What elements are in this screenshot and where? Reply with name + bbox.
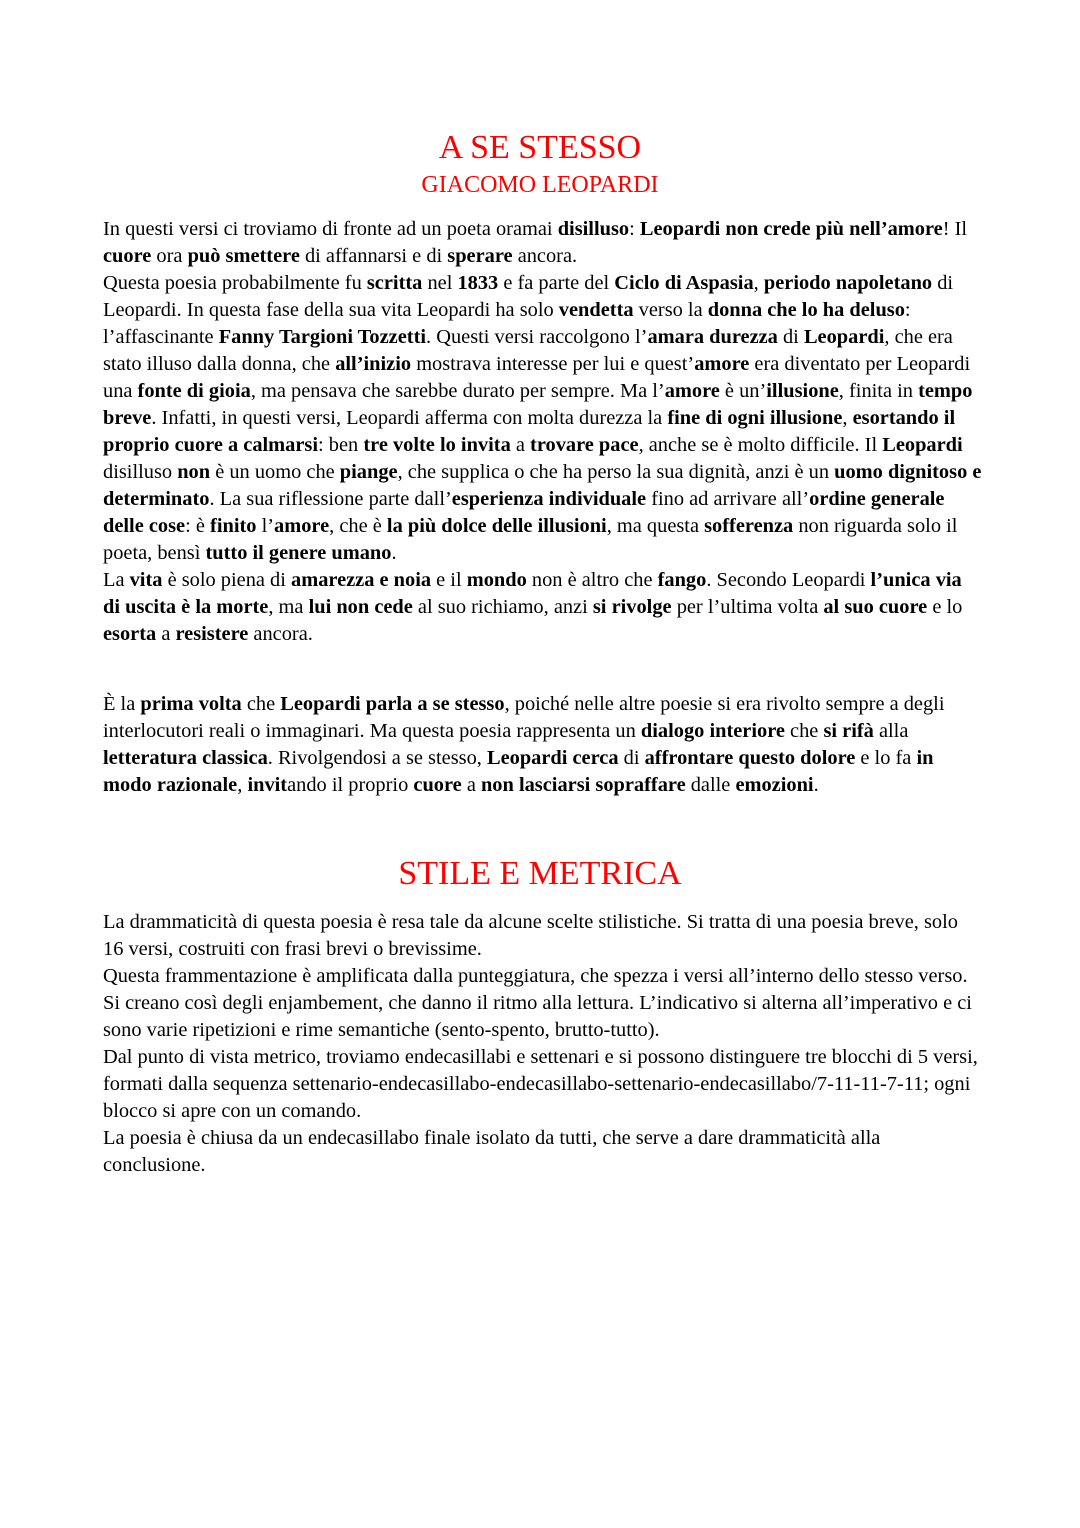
text-run: era diventato per Leopardi una bbox=[103, 353, 971, 402]
bold-text: all’inizio bbox=[335, 353, 412, 375]
text-run: non è altro che bbox=[526, 569, 658, 591]
text-run: , che è bbox=[329, 515, 387, 537]
text-run: , che era stato illuso dalla donna, che bbox=[103, 326, 953, 375]
text-run: al suo richiamo, anzi bbox=[412, 596, 593, 618]
bold-text: lui non cede bbox=[308, 596, 413, 618]
bold-text: fango bbox=[657, 569, 707, 591]
text-run: è un’ bbox=[719, 380, 767, 402]
dialog-section bbox=[103, 691, 983, 799]
bold-text: sofferenza bbox=[704, 515, 794, 537]
text-run: è un uomo che bbox=[210, 461, 340, 483]
text-run: verso la bbox=[633, 299, 708, 321]
bold-text: tempo breve bbox=[103, 380, 973, 429]
text-run: e lo fa bbox=[855, 747, 917, 769]
text-run: è solo piena di bbox=[162, 569, 292, 591]
paragraph bbox=[103, 216, 983, 270]
bold-text: sperare bbox=[447, 245, 513, 267]
text-run: alla bbox=[873, 720, 909, 742]
bold-text: vendetta bbox=[558, 299, 634, 321]
paragraph bbox=[103, 691, 983, 799]
text-run: fino ad arrivare all’ bbox=[646, 488, 810, 510]
text-run: di bbox=[777, 326, 804, 348]
bold-text: amarezza e noia bbox=[291, 569, 432, 591]
bold-text: fine di ogni illusione bbox=[667, 407, 843, 429]
text-run: , che supplica o che ha perso la sua dignità, anzi è un bbox=[397, 461, 835, 483]
text-run: ando il proprio bbox=[287, 774, 414, 796]
text-run: , anche se è molto difficile. Il bbox=[638, 434, 883, 456]
text-run: a bbox=[510, 434, 531, 456]
stile-section bbox=[103, 909, 983, 1179]
bold-text: esorta bbox=[103, 623, 157, 645]
text-run: di Leopardi. In questa fase della sua vita Leopardi ha solo bbox=[103, 272, 954, 321]
bold-text: trovare pace bbox=[530, 434, 639, 456]
bold-text: Ciclo di Aspasia bbox=[614, 272, 754, 294]
bold-text: si rifà bbox=[823, 720, 874, 742]
text-run: : è bbox=[185, 515, 211, 537]
text-run: . Questi versi raccolgono l’ bbox=[426, 326, 648, 348]
bold-text: può smettere bbox=[187, 245, 300, 267]
paragraph bbox=[103, 270, 983, 567]
bold-text: piange bbox=[339, 461, 398, 483]
text-run: È la bbox=[103, 693, 141, 715]
bold-text: dialogo interiore bbox=[640, 720, 785, 742]
bold-text: esortando il proprio cuore a calmarsi bbox=[103, 407, 956, 456]
text-run: : ben bbox=[318, 434, 364, 456]
bold-text: Leopardi non crede più nell’amore bbox=[639, 218, 943, 240]
paragraph: La poesia è chiusa da un endecasillabo finale isolato da tutti, che serve a dare drammaticità alla conclusione. bbox=[103, 1127, 881, 1176]
bold-text: amore bbox=[664, 380, 720, 402]
bold-text: l’unica via di uscita è la morte bbox=[103, 569, 962, 618]
text-run: , bbox=[842, 407, 853, 429]
text-run: ancora. bbox=[512, 245, 578, 267]
bold-text: cuore bbox=[413, 774, 462, 796]
bold-text: in modo razionale bbox=[103, 747, 934, 796]
text-run: La bbox=[103, 569, 130, 591]
bold-text: vita bbox=[129, 569, 163, 591]
bold-text: scritta bbox=[366, 272, 423, 294]
text-run: dalle bbox=[685, 774, 736, 796]
text-run: . Infatti, in questi versi, Leopardi afferma con molta durezza la bbox=[151, 407, 668, 429]
page-title: A SE STESSO bbox=[438, 129, 642, 166]
bold-text: Leopardi bbox=[882, 434, 963, 456]
bold-text: tutto il genere umano bbox=[205, 542, 392, 564]
bold-text: esperienza individuale bbox=[451, 488, 647, 510]
bold-text: ordine generale delle cose bbox=[103, 488, 945, 537]
text-run: che bbox=[241, 693, 281, 715]
bold-text: amore bbox=[694, 353, 750, 375]
text-run: nel bbox=[422, 272, 458, 294]
paragraph: La drammaticità di questa poesia è resa tale da alcune scelte stilistiche. Si tratta di una poesia breve, solo 16 versi, costruiti con frasi brevi o brevissime. bbox=[103, 911, 958, 960]
bold-text: la più dolce delle illusioni bbox=[386, 515, 607, 537]
bold-text: fonte di gioia bbox=[137, 380, 251, 402]
bold-text: Leopardi cerca bbox=[486, 747, 619, 769]
text-run: , ma pensava che sarebbe durato per sempre. Ma l’ bbox=[250, 380, 665, 402]
bold-text: finito bbox=[210, 515, 257, 537]
text-run: e fa parte del bbox=[498, 272, 615, 294]
text-run: mostrava interesse per lui e quest’ bbox=[411, 353, 695, 375]
text-run: di bbox=[618, 747, 645, 769]
bold-text: disilluso bbox=[557, 218, 630, 240]
text-run: , finita in bbox=[838, 380, 919, 402]
paragraph: Dal punto di vista metrico, troviamo endecasillabi e settenari e si possono distinguere tre blocchi di 5 versi, formati dalla sequenza settenario-endecasillabo-endecasillabo-settenario-endecasillabo/7-11-11-7-11; ogni blocco si apre con un comando. bbox=[103, 1046, 978, 1122]
text-run: In questi versi ci troviamo di fronte ad un poeta oramai bbox=[103, 218, 558, 240]
text-run: : l’affascinante bbox=[103, 299, 911, 348]
bold-text: emozioni bbox=[735, 774, 814, 796]
bold-text: letteratura classica bbox=[103, 747, 268, 769]
text-run: e il bbox=[431, 569, 467, 591]
bold-text: amore bbox=[274, 515, 330, 537]
text-run: a bbox=[461, 774, 481, 796]
bold-text: cuore bbox=[103, 245, 152, 267]
bold-text: amara durezza bbox=[647, 326, 778, 348]
paragraph: Questa frammentazione è amplificata dalla punteggiatura, che spezza i versi all’interno dello stesso verso. Si creano così degli enjambement, che danno il ritmo alla lettura. L’indicativo si alterna all’imperativo e ci sono varie ripetizioni e rime semantiche (sento-spento, brutto-tutto). bbox=[103, 965, 972, 1041]
text-run: , bbox=[237, 774, 248, 796]
text-run: l’ bbox=[256, 515, 275, 537]
text-run: di affannarsi e di bbox=[299, 245, 448, 267]
text-run: ancora. bbox=[248, 623, 313, 645]
section-title-stile: STILE E METRICA bbox=[398, 855, 682, 892]
author-subtitle: GIACOMO LEOPARDI bbox=[421, 172, 659, 198]
text-run: . La sua riflessione parte dall’ bbox=[209, 488, 452, 510]
bold-text: uomo dignitoso e determinato bbox=[103, 461, 982, 510]
bold-text: prima volta bbox=[140, 693, 242, 715]
bold-text: tre volte lo invita bbox=[363, 434, 511, 456]
bold-text: periodo napoletano bbox=[763, 272, 933, 294]
text-run: , bbox=[753, 272, 764, 294]
text-run: e lo bbox=[927, 596, 963, 618]
text-run: . Secondo Leopardi bbox=[706, 569, 871, 591]
bold-text: illusione bbox=[766, 380, 839, 402]
text-run: . bbox=[813, 774, 819, 796]
text-run: , poiché nelle altre poesie si era rivolto sempre a degli interlocutori reali o immaginari. Ma questa poesia rappresenta un bbox=[103, 693, 945, 742]
bold-text: Fanny Targioni Tozzetti bbox=[218, 326, 427, 348]
text-run: , ma questa bbox=[606, 515, 705, 537]
text-run: non riguarda solo il poeta, bensì bbox=[103, 515, 958, 564]
bold-text: si rivolge bbox=[592, 596, 672, 618]
bold-text: affrontare questo dolore bbox=[644, 747, 856, 769]
text-run: ora bbox=[151, 245, 188, 267]
text-run: Questa poesia probabilmente fu bbox=[103, 272, 367, 294]
bold-text: resistere bbox=[175, 623, 249, 645]
text-run: disilluso bbox=[103, 461, 178, 483]
bold-text: al suo cuore bbox=[823, 596, 928, 618]
text-run: . Rivolgendosi a se stesso, bbox=[267, 747, 487, 769]
bold-text: mondo bbox=[466, 569, 527, 591]
text-run: per l’ultima volta bbox=[671, 596, 824, 618]
bold-text: invit bbox=[247, 774, 288, 796]
text-run: ! Il bbox=[942, 218, 968, 240]
text-run: , ma bbox=[268, 596, 309, 618]
bold-text: donna che lo ha deluso bbox=[707, 299, 905, 321]
paragraph bbox=[103, 567, 983, 648]
bold-text: non lasciarsi sopraffare bbox=[480, 774, 686, 796]
bold-text: Leopardi bbox=[803, 326, 885, 348]
bold-text: Leopardi parla a se stesso bbox=[280, 693, 505, 715]
text-run: che bbox=[784, 720, 824, 742]
intro-section bbox=[103, 216, 983, 648]
text-run: a bbox=[156, 623, 176, 645]
bold-text: non bbox=[177, 461, 211, 483]
text-run: : bbox=[629, 218, 640, 240]
bold-text: 1833 bbox=[457, 272, 499, 294]
text-run: . bbox=[391, 542, 397, 564]
